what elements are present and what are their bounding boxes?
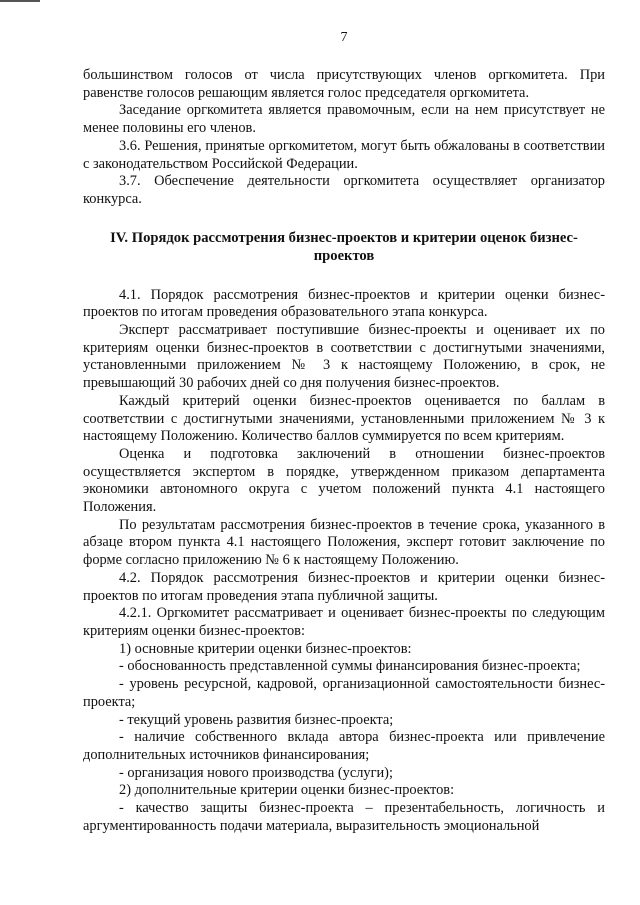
- paragraph: Оценка и подготовка заключений в отношении бизнес-проектов осуществляется экспертом в порядке, утвержденном приказом департамента экономики автономного округа с учетом положений пункта 4.1 настоящего Положения.: [83, 445, 605, 516]
- list-item: - обоснованность представленной суммы финансирования бизнес-проекта;: [119, 658, 581, 675]
- paragraph: Заседание оргкомитета является правомочным, если на нем присутствует не менее половины его членов.: [83, 102, 605, 137]
- list-item: - качество защиты бизнес-проекта – презентабельность, логичность и аргументированность подачи материала, выразительность эмоциональной: [83, 800, 605, 834]
- paragraph: Эксперт рассматривает поступившие бизнес-проекты и оценивает их по критериям оценки бизнес-проектов в соответствии с достигнутыми значениями, установленными приложением № 3 к настоящему Положению, в срок, не превышающий 30 рабочих дней со дня получения бизнес-проектов.: [83, 322, 605, 392]
- paragraph: 4.2.1. Оргкомитет рассматривает и оценивает бизнес-проекты по следующим критериям оценки бизнес-проектов:: [83, 605, 605, 639]
- paragraph: 4.1. Порядок рассмотрения бизнес-проектов и критерии оценки бизнес-проектов по итогам проведения образовательного этапа конкурса.: [83, 286, 605, 321]
- document-page: [83, 30, 605, 835]
- list-item: - уровень ресурсной, кадровой, организационной самостоятельности бизнес-проекта;: [83, 676, 605, 710]
- list-item: - наличие собственного вклада автора бизнес-проекта или привлечение дополнительных источников финансирования;: [83, 729, 605, 763]
- list-item: 2) дополнительные критерии оценки бизнес-проектов:: [119, 782, 455, 799]
- paragraph: 3.7. Обеспечение деятельности оргкомитета осуществляет организатор конкурса.: [83, 173, 605, 207]
- paragraph: 3.6. Решения, принятые оргкомитетом, могут быть обжалованы в соответствии с законодательством Российской Федерации.: [83, 137, 605, 172]
- list-item: 1) основные критерии оценки бизнес-проектов:: [119, 640, 412, 657]
- page-number: 7: [340, 30, 348, 45]
- section-three-tail: [83, 67, 605, 209]
- section-four-body: [83, 287, 605, 836]
- paragraph: Каждый критерий оценки бизнес-проектов оценивается по баллам в соответствии с достигнутыми значениями, установленными приложением № 3 к настоящему Положению. Количество баллов суммируется по всем критериям.: [83, 392, 605, 445]
- scan-corner-mark: [0, 0, 40, 2]
- paragraph: большинством голосов от числа присутствующих членов оргкомитета. При равенстве голосов решающим является голос председателя оргкомитета.: [83, 67, 605, 101]
- section-heading: IV. Порядок рассмотрения бизнес-проектов и критерии оценок бизнес-проектов: [110, 229, 578, 264]
- list-item: - текущий уровень развития бизнес-проекта;: [119, 711, 394, 728]
- paragraph: 4.2. Порядок рассмотрения бизнес-проектов и критерии оценки бизнес-проектов по итогам проведения этапа публичной защиты.: [83, 569, 605, 604]
- paragraph: По результатам рассмотрения бизнес-проектов в течение срока, указанного в абзаце втором пункта 4.1 настоящего Положения, эксперт готовит заключение по форме согласно приложению № 6 к настоящему Положению.: [83, 516, 605, 569]
- list-item: - организация нового производства (услуги);: [119, 764, 393, 781]
